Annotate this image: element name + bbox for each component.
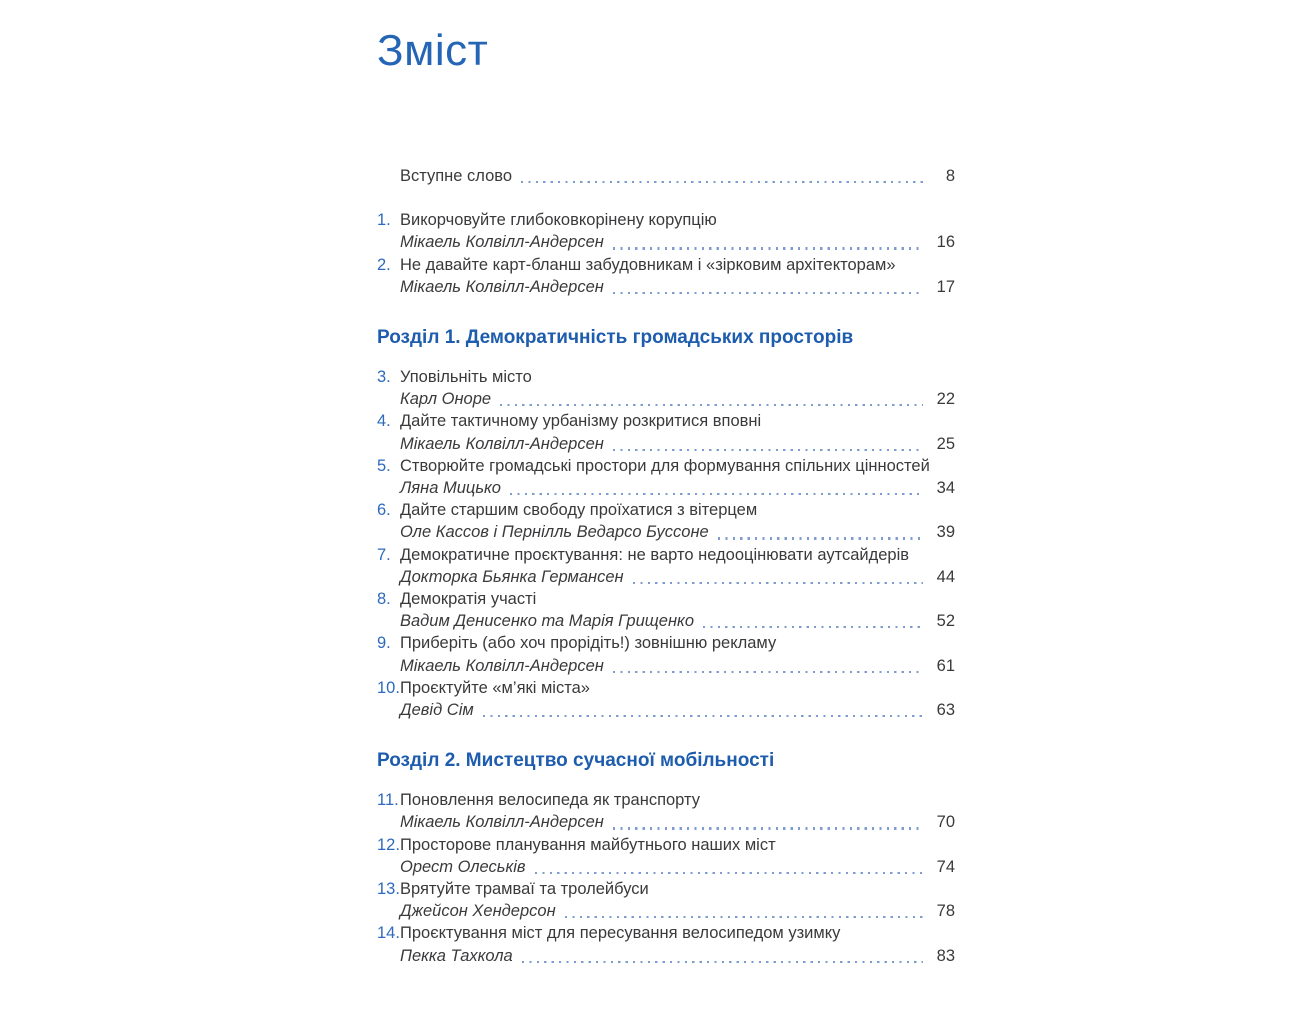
- entry-number: 2.: [377, 255, 391, 274]
- page-number: 61: [936, 656, 955, 675]
- entry-author: Девід Сім: [400, 701, 474, 720]
- entry-title: Не давайте карт-бланш забудовникам і «зірковим архітекторам»: [400, 255, 896, 274]
- page-number: 44: [936, 567, 955, 586]
- page-number: 8: [945, 167, 955, 185]
- page-title: Зміст: [377, 26, 489, 75]
- toc-row-intro[interactable]: [377, 165, 955, 187]
- toc-entry[interactable]: [377, 632, 955, 676]
- entry-title-row: [377, 789, 955, 811]
- toc-entry[interactable]: [377, 455, 955, 499]
- entry-author-row: [377, 433, 955, 455]
- toc-entry[interactable]: [377, 544, 955, 588]
- dot-leader: [613, 247, 923, 249]
- entry-title: Проєктування міст для пересування велосипедом узимку: [400, 924, 841, 943]
- toc-content: [377, 0, 955, 967]
- entry-title-row: [377, 588, 955, 610]
- entry-title-row: [377, 834, 955, 856]
- entry-author-row: [377, 477, 955, 499]
- entry-title: Врятуйте трамваї та тролейбуси: [400, 880, 649, 899]
- entry-author-row: [377, 900, 955, 922]
- entry-title-row: [377, 455, 955, 477]
- page-number: 83: [936, 946, 955, 965]
- entry-title: Демократія участі: [400, 590, 537, 609]
- page-number: 74: [936, 857, 955, 876]
- toc-entry[interactable]: [377, 209, 955, 253]
- entry-title: Викорчовуйте глибоковкорінену корупцію: [400, 211, 717, 230]
- dot-leader: [535, 872, 923, 874]
- entry-author-row: [377, 699, 955, 721]
- page-number: 39: [936, 523, 955, 542]
- entry-number: 9.: [377, 634, 391, 653]
- entry-number: 14.: [377, 924, 400, 943]
- toc-entry[interactable]: [377, 677, 955, 721]
- dot-leader: [718, 537, 923, 539]
- dot-leader: [521, 181, 923, 183]
- preface-list: [377, 209, 955, 298]
- entry-number: 11.: [377, 791, 399, 810]
- intro-label: Вступне слово: [400, 167, 513, 185]
- entry-author: Мікаель Колвілл-Андерсен: [400, 656, 604, 675]
- entry-title: Уповільніть місто: [400, 368, 532, 387]
- entry-author: Пекка Тахкола: [400, 946, 513, 965]
- entry-title-row: [377, 878, 955, 900]
- entry-title-row: [377, 410, 955, 432]
- entry-title: Просторове планування майбутнього наших міст: [400, 835, 776, 854]
- dot-leader: [483, 715, 923, 717]
- entry-title: Проєктуйте «м’які міста»: [400, 678, 590, 697]
- entry-author-row: [377, 231, 955, 253]
- page-number: 52: [936, 612, 955, 631]
- dot-leader: [565, 916, 923, 918]
- entry-title-row: [377, 632, 955, 654]
- entry-author-row: [377, 811, 955, 833]
- dot-leader: [703, 626, 923, 628]
- sections-container: [377, 326, 955, 967]
- toc-entry[interactable]: [377, 878, 955, 922]
- section-list: [377, 366, 955, 721]
- entry-author-row: [377, 276, 955, 298]
- section-heading: Розділ 2. Мистецтво сучасної мобільності: [377, 750, 775, 772]
- dot-leader: [613, 292, 923, 294]
- entry-title-row: [377, 499, 955, 521]
- toc-entry[interactable]: [377, 789, 955, 833]
- dot-leader: [613, 827, 923, 829]
- entry-title-row: [377, 677, 955, 699]
- page-number: 16: [936, 233, 955, 252]
- page-number: 70: [936, 813, 955, 832]
- entry-author-row: [377, 521, 955, 543]
- entry-author: Вадим Денисенко та Марія Грищенко: [400, 612, 695, 631]
- toc-entry[interactable]: [377, 588, 955, 632]
- entry-author: Оле Кассов і Пернілль Ведарсо Буссоне: [400, 523, 709, 542]
- toc-entry[interactable]: [377, 499, 955, 543]
- entry-author-row: [377, 856, 955, 878]
- entry-number: 6.: [377, 501, 391, 520]
- page-number: 22: [936, 390, 955, 409]
- page-number: 34: [936, 479, 955, 498]
- entry-title: Приберіть (або хоч прорідіть!) зовнішню рекламу: [400, 634, 777, 653]
- toc-entry[interactable]: [377, 366, 955, 410]
- dot-leader: [510, 493, 923, 495]
- page-number: 63: [936, 701, 955, 720]
- page-number: 25: [936, 434, 955, 453]
- entry-author-row: [377, 566, 955, 588]
- dot-leader: [522, 961, 923, 963]
- dot-leader: [633, 582, 923, 584]
- entry-author: Мікаель Колвілл-Андерсен: [400, 277, 604, 296]
- dot-leader: [613, 671, 923, 673]
- toc-entry[interactable]: [377, 254, 955, 298]
- entry-title-row: [377, 209, 955, 231]
- entry-number: 13.: [377, 880, 400, 899]
- entry-author: Джейсон Хендерсон: [400, 902, 556, 921]
- toc-entry[interactable]: [377, 922, 955, 966]
- toc-entry[interactable]: [377, 410, 955, 454]
- page-number: 17: [936, 277, 955, 296]
- entry-author: Ляна Мицько: [400, 479, 501, 498]
- entry-author: Мікаель Колвілл-Андерсен: [400, 434, 604, 453]
- entry-number: 4.: [377, 412, 391, 431]
- entry-number: 7.: [377, 545, 391, 564]
- entry-title: Дайте старшим свободу проїхатися з вітерцем: [400, 501, 758, 520]
- toc-entry[interactable]: [377, 834, 955, 878]
- page-number: 78: [936, 902, 955, 921]
- entry-author: Орест Олеськів: [400, 857, 526, 876]
- entry-author-row: [377, 945, 955, 967]
- entry-title: Поновлення велосипеда як транспорту: [400, 791, 700, 810]
- entry-title: Дайте тактичному урбанізму розкритися вповні: [400, 412, 762, 431]
- entry-number: 10.: [377, 678, 400, 697]
- entry-number: 3.: [377, 368, 391, 387]
- entry-number: 1.: [377, 211, 391, 230]
- entry-author: Докторка Бьянка Германсен: [400, 567, 624, 586]
- dot-leader: [613, 449, 923, 451]
- dot-leader: [500, 404, 923, 406]
- entry-title-row: [377, 544, 955, 566]
- entry-title: Демократичне проєктування: не варто недооцінювати аутсайдерів: [400, 545, 910, 564]
- entry-author: Мікаель Колвілл-Андерсен: [400, 233, 604, 252]
- entry-title-row: [377, 254, 955, 276]
- entry-title-row: [377, 922, 955, 944]
- section-list: [377, 789, 955, 967]
- entry-author: Мікаель Колвілл-Андерсен: [400, 813, 604, 832]
- entry-author: Карл Оноре: [400, 390, 492, 409]
- entry-number: 5.: [377, 456, 391, 475]
- section-heading: Розділ 1. Демократичність громадських просторів: [377, 327, 854, 349]
- entry-author-row: [377, 388, 955, 410]
- entry-title: Створюйте громадські простори для формування спільних цінностей: [400, 456, 930, 475]
- entry-number: 12.: [377, 835, 400, 854]
- entry-title-row: [377, 366, 955, 388]
- entry-number: 8.: [377, 590, 391, 609]
- entry-author-row: [377, 610, 955, 632]
- entry-author-row: [377, 655, 955, 677]
